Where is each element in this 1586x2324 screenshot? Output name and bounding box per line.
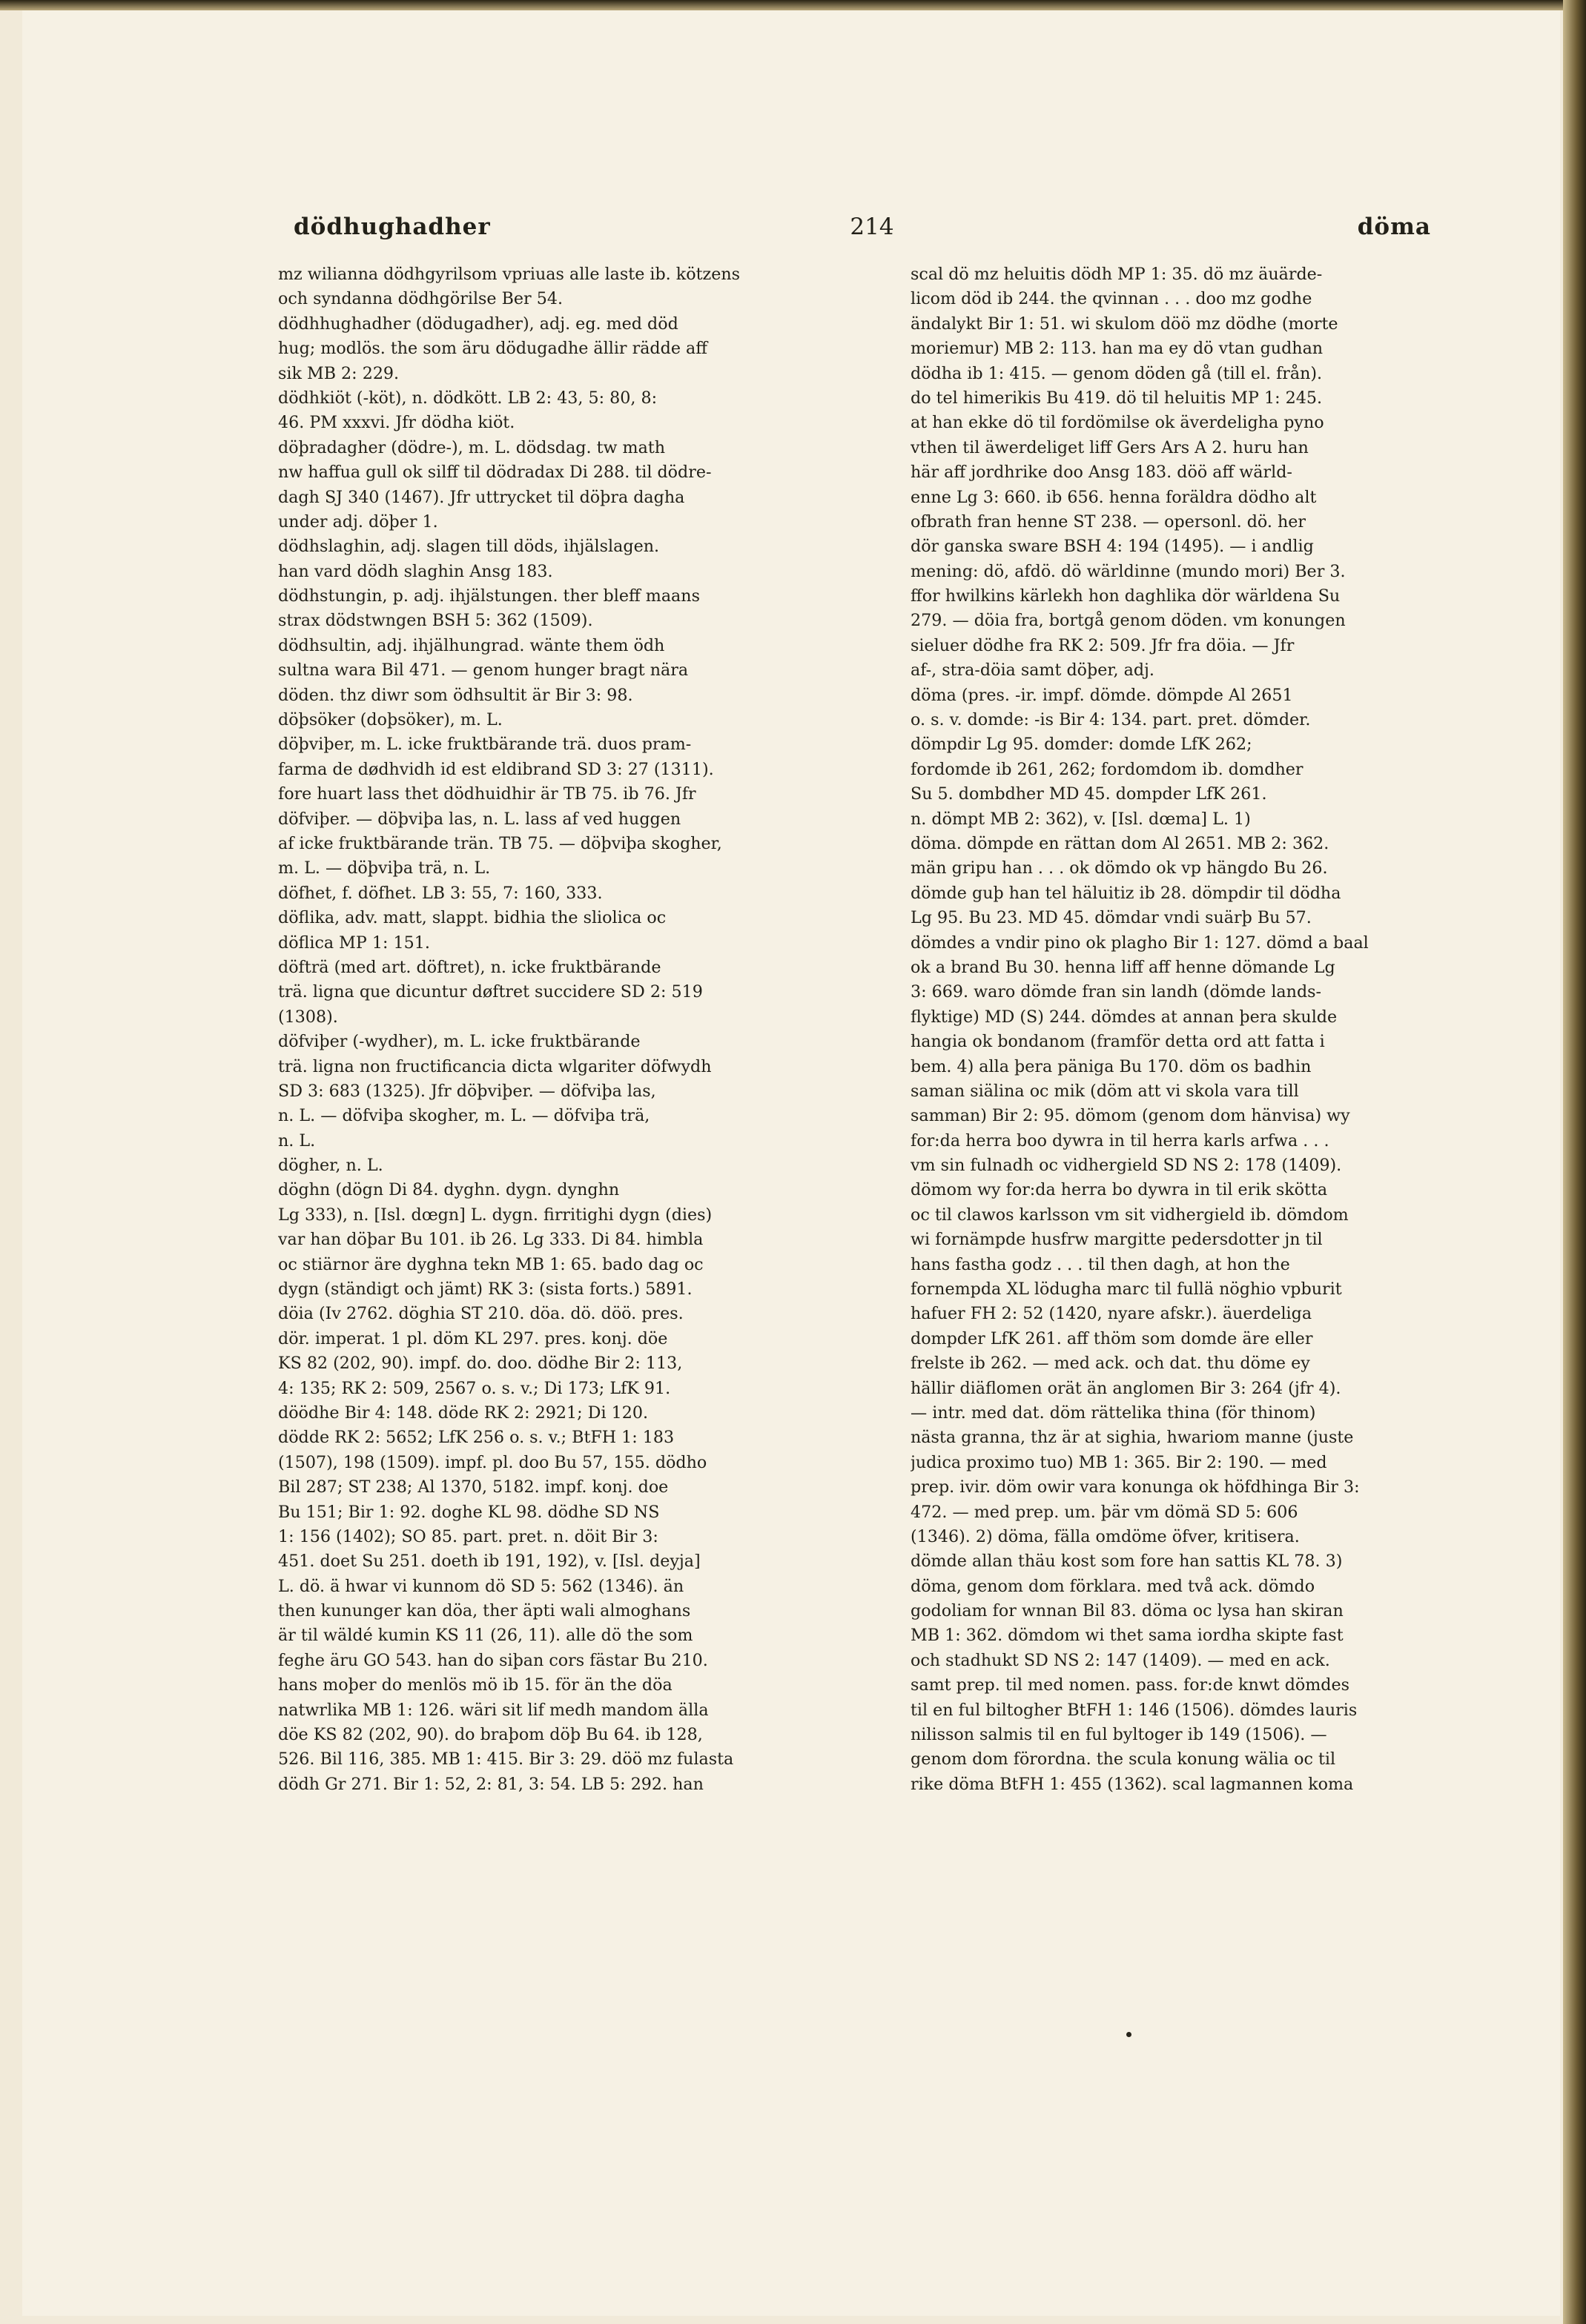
right-column-line: do tel himerikis Bu 419. dö til heluitis MP 1: 245. [911, 388, 1323, 408]
left-column-line: döghn (dögn Di 84. dyghn. dygn. dynghn [278, 1180, 620, 1200]
left-column-line: nw haffua gull ok silff til dödradax Di 288. til dödre- [278, 463, 712, 483]
right-column-line: dödha ib 1: 415. — genom döden gå (till el. från). [911, 363, 1323, 383]
left-column-line: under adj. döþer 1. [278, 512, 438, 532]
left-column-line: trä. ligna non fructificancia dicta wlgariter döfwydh [278, 1056, 712, 1076]
right-column-line: rike döma BtFH 1: 455 (1362). scal lagmannen koma [911, 1774, 1354, 1794]
right-column-line: döma, genom dom förklara. med två ack. dömdo [911, 1576, 1315, 1596]
left-column-line: dagh SJ 340 (1467). Jfr uttrycket til döþra dagha [278, 487, 685, 507]
right-column-line: scal dö mz heluitis dödh MP 1: 35. dö mz äuärde- [911, 265, 1323, 284]
left-column-line: 4: 135; RK 2: 509, 2567 o. s. v.; Di 173; LfK 91. [278, 1378, 671, 1398]
left-column-line: dögher, n. L. [278, 1156, 383, 1176]
right-column-line: wi fornämpde husfrw margitte pedersdotter jn til [911, 1230, 1323, 1250]
left-column-line: 46. PM xxxvi. Jfr dödha kiöt. [278, 413, 515, 433]
right-column-line: sieluer dödhe fra RK 2: 509. Jfr fra döia. — Jfr [911, 635, 1295, 655]
right-column-line: Su 5. dombdher MD 45. dompder LfK 261. [911, 784, 1267, 804]
left-column-line: Bil 287; ST 238; Al 1370, 5182. impf. konj. doe [278, 1477, 669, 1497]
right-column-line: nästa granna, thz är at sighia, hwariom manne (juste [911, 1428, 1354, 1448]
left-column-line: Bu 151; Bir 1: 92. doghe KL 98. dödhe SD NS [278, 1502, 660, 1522]
left-column-line: feghe äru GO 543. han do siþan cors fästar Bu 210. [278, 1650, 708, 1670]
left-column-line: döflika, adv. matt, slappt. bidhia the sliolica oc [278, 908, 667, 928]
left-column-line: oc stiärnor äre dyghna tekn MB 1: 65. bado dag oc [278, 1254, 704, 1274]
right-column-line: ändalykt Bir 1: 51. wi skulom döö mz dödhe (morte [911, 314, 1338, 334]
left-column-line: hug; modlös. the som äru dödugadhe ällir rädde aff [278, 339, 708, 359]
right-column-line: oc til clawos karlsson vm sit vidhergield ib. dömdom [911, 1205, 1349, 1225]
left-column-line: dygn (ständigt och jämt) RK 3: (sista forts.) 5891. [278, 1279, 693, 1300]
right-column-line: licom död ib 244. the qvinnan . . . doo mz godhe [911, 289, 1312, 309]
left-column-line: SD 3: 683 (1325). Jfr döþviþer. — döfviþa las, [278, 1081, 656, 1101]
right-column-line: nilisson salmis til en ful byltoger ib 149 (1506). — [911, 1725, 1327, 1745]
right-column-line: hangia ok bondanom (framför detta ord att fatta i [911, 1032, 1325, 1052]
left-column-line: 526. Bil 116, 385. MB 1: 415. Bir 3: 29. döö mz fulasta [278, 1749, 734, 1770]
left-column-line: sik MB 2: 229. [278, 363, 400, 383]
right-column-line: samt prep. til med nomen. pass. for:de knwt dömdes [911, 1675, 1350, 1695]
left-column-line: af icke fruktbärande trän. TB 75. — döþviþa skogher, [278, 833, 722, 853]
right-column-line: — intr. med dat. döm rättelika thina (för thinom) [911, 1403, 1316, 1423]
right-column-line: (1346). 2) döma, fälla omdöme öfver, kritisera. [911, 1526, 1300, 1546]
right-column-line: dömpdir Lg 95. domder: domde LfK 262; [911, 735, 1252, 755]
left-column-line: (1308). [278, 1007, 338, 1027]
right-column-line: ofbrath fran henne ST 238. — opersonl. dö. her [911, 512, 1306, 532]
right-column-line: fornempda XL lödugha marc til fullä nöghio vpburit [911, 1279, 1342, 1300]
left-column-line: döfträ (med art. döftret), n. icke fruktbärande [278, 957, 661, 977]
left-column-line: döþviþer, m. L. icke fruktbärande trä. duos pram- [278, 735, 692, 755]
right-column-line: genom dom förordna. the scula konung wälia oc til [911, 1749, 1336, 1770]
left-column-line: then kununger kan döa, ther äpti wali almoghans [278, 1601, 691, 1621]
right-column-line: hafuer FH 2: 52 (1420, nyare afskr.). äuerdeliga [911, 1304, 1312, 1324]
left-column-line: han vard dödh slaghin Ansg 183. [278, 561, 553, 581]
right-column-line: ok a brand Bu 30. henna liff aff henne dömande Lg [911, 957, 1335, 977]
left-column-line: dör. imperat. 1 pl. döm KL 297. pres. konj. döe [278, 1328, 668, 1348]
left-column-line: dödh Gr 271. Bir 1: 52, 2: 81, 3: 54. LB 5: 292. han [278, 1774, 704, 1794]
right-column-line: och stadhukt SD NS 2: 147 (1409). — med en ack. [911, 1650, 1330, 1670]
page-number: 214 [850, 213, 894, 240]
right-column-line: frelste ib 262. — med ack. och dat. thu döme ey [911, 1354, 1310, 1374]
left-column-line: Lg 333), n. [Isl. dœgn] L. dygn. firritighi dygn (dies) [278, 1205, 713, 1225]
right-column-line: MB 1: 362. dömdom wi thet sama iordha skipte fast [911, 1626, 1344, 1646]
left-column-line: döþradagher (dödre-), m. L. dödsdag. tw math [278, 437, 666, 457]
left-column-line: strax dödstwngen BSH 5: 362 (1509). [278, 611, 593, 631]
left-column-line: dödhsultin, adj. ihjälhungrad. wänte them ödh [278, 635, 665, 655]
right-column-line: hans fastha godz . . . til then dagh, at hon the [911, 1254, 1290, 1274]
right-column-line: moriemur) MB 2: 113. han ma ey dö vtan gudhan [911, 339, 1324, 359]
right-column-line: af-, stra-döia samt döþer, adj. [911, 661, 1154, 681]
left-column-line: döfviþer. — döþviþa las, n. L. lass af ved huggen [278, 809, 681, 829]
left-column-line: dödde RK 2: 5652; LfK 256 o. s. v.; BtFH 1: 183 [278, 1428, 675, 1448]
running-head-left: dödhughadher [294, 213, 491, 240]
left-column-line: 451. doet Su 251. doeth ib 191, 192), v. [Isl. deyja] [278, 1552, 701, 1572]
left-column-line: fore huart lass thet dödhuidhir är TB 75. ib 76. Jfr [278, 784, 696, 804]
right-column-line: flyktige) MD (S) 244. dömdes at annan þera skulde [911, 1007, 1338, 1027]
right-column-line: bem. 4) alla þera päniga Bu 170. döm os badhin [911, 1056, 1312, 1076]
right-column-line: 472. — med prep. um. þär vm dömä SD 5: 606 [911, 1502, 1298, 1522]
left-column-line: dödhhughadher (dödugadher), adj. eg. med död [278, 314, 678, 334]
right-column-line: döma (pres. -ir. impf. dömde. dömpde Al 2651 [911, 685, 1293, 705]
right-column-line: dömde allan thäu kost som fore han sattis KL 78. 3) [911, 1552, 1343, 1572]
left-column-line: trä. ligna que dicuntur døftret succidere SD 2: 519 [278, 982, 703, 1002]
left-column-line: mz wilianna dödhgyrilsom vpriuas alle laste ib. kötzens [278, 265, 741, 284]
right-column-line: til en ful biltogher BtFH 1: 146 (1506). dömdes lauris [911, 1700, 1358, 1720]
right-column-line: at han ekke dö til fordömilse ok äverdeligha pyno [911, 413, 1324, 433]
left-column-line: dödhstungin, p. adj. ihjälstungen. ther bleff maans [278, 586, 700, 606]
right-column-line: dömom wy for:da herra bo dywra in til erik skötta [911, 1180, 1328, 1200]
scan-right-edge [1563, 0, 1586, 2324]
left-column-line: (1507), 198 (1509). impf. pl. doo Bu 57, 155. dödho [278, 1452, 707, 1472]
left-column-line: natwrlika MB 1: 126. wäri sit lif medh mandom älla [278, 1700, 709, 1720]
left-column-line: och syndanna dödhgörilse Ber 54. [278, 289, 563, 309]
right-column-line: här aff jordhrike doo Ansg 183. döö aff wärld- [911, 463, 1292, 483]
right-column-line: dömdes a vndir pino ok plagho Bir 1: 127. dömd a baal [911, 933, 1369, 953]
left-column-line: döia (Iv 2762. döghia ST 210. döa. dö. döö. pres. [278, 1304, 684, 1324]
left-column-line: L. dö. ä hwar vi kunnom dö SD 5: 562 (1346). än [278, 1576, 684, 1596]
left-column-line: n. L. — döfviþa skogher, m. L. — döfviþa trä, [278, 1106, 650, 1126]
left-column-line: är til wäldé kumin KS 11 (26, 11). alle dö the som [278, 1626, 693, 1646]
left-column-line: döödhe Bir 4: 148. döde RK 2: 2921; Di 120. [278, 1403, 649, 1423]
left-column-line: döe KS 82 (202, 90). do braþom döþ Bu 64. ib 128, [278, 1725, 703, 1745]
right-column-line: o. s. v. domde: -is Bir 4: 134. part. pret. dömder. [911, 710, 1311, 730]
left-column-line: döfhet, f. döfhet. LB 3: 55, 7: 160, 333. [278, 883, 603, 903]
left-column-line: döden. thz diwr som ödhsultit är Bir 3: 98. [278, 685, 633, 705]
ink-dot [1126, 2032, 1131, 2037]
left-column-line: farma de dødhvidh id est eldibrand SD 3: 27 (1311). [278, 759, 714, 779]
right-column-line: enne Lg 3: 660. ib 656. henna foräldra dödho alt [911, 487, 1317, 507]
right-column-line: prep. ivir. döm owir vara konunga ok höfdhinga Bir 3: [911, 1477, 1360, 1497]
left-column-line: 1: 156 (1402); SO 85. part. pret. n. döit Bir 3: [278, 1526, 658, 1546]
right-column-line: dör ganska sware BSH 4: 194 (1495). — i andlig [911, 537, 1314, 557]
right-column-line: dompder LfK 261. aff thöm som domde äre eller [911, 1328, 1313, 1348]
left-column-line: döþsöker (doþsöker), m. L. [278, 710, 503, 730]
dictionary-page [22, 10, 1560, 2316]
left-column-line: sultna wara Bil 471. — genom hunger bragt nära [278, 661, 689, 681]
right-column-line: dömde guþ han tel häluitiz ib 28. dömpdir til dödha [911, 883, 1341, 903]
right-column-line: mening: dö, afdö. dö wärldinne (mundo mori) Ber 3. [911, 561, 1346, 581]
right-column-line: godoliam for wnnan Bil 83. döma oc lysa han skiran [911, 1601, 1344, 1621]
left-column-line: var han döþar Bu 101. ib 26. Lg 333. Di 84. himbla [278, 1230, 704, 1250]
right-column [911, 262, 1474, 1797]
left-column-line: dödhslaghin, adj. slagen till döds, ihjälslagen. [278, 537, 660, 557]
right-column-line: 279. — döia fra, bortgå genom döden. vm konungen [911, 611, 1346, 631]
left-column-line: döfviþer (-wydher), m. L. icke fruktbärande [278, 1032, 641, 1052]
right-column-line: for:da herra boo dywra in til herra karls arfwa . . . [911, 1130, 1329, 1151]
left-column-line: KS 82 (202, 90). impf. do. doo. dödhe Bir 2: 113, [278, 1354, 683, 1374]
right-column-line: vm sin fulnadh oc vidhergield SD NS 2: 178 (1409). [911, 1156, 1342, 1176]
left-column-line: dödhkiöt (-köt), n. dödkött. LB 2: 43, 5: 80, 8: [278, 388, 658, 408]
right-column-line: ffor hwilkins kärlekh hon daghlika dör wärldena Su [911, 586, 1341, 606]
right-column-line: Lg 95. Bu 23. MD 45. dömdar vndi suärþ Bu 57. [911, 908, 1312, 928]
left-column-line: m. L. — döþviþa trä, n. L. [278, 858, 491, 878]
right-column-line: n. dömpt MB 2: 362), v. [Isl. dœma] L. 1) [911, 809, 1251, 829]
right-column-line: döma. dömpde en rättan dom Al 2651. MB 2: 362. [911, 833, 1329, 853]
right-column-line: män gripu han . . . ok dömdo ok vp hängdo Bu 26. [911, 858, 1328, 878]
left-column [278, 262, 842, 1797]
left-column-line: n. L. [278, 1130, 316, 1151]
right-column-line: saman siälina oc mik (döm att vi skola vara till [911, 1081, 1299, 1101]
right-column-line: 3: 669. waro dömde fran sin landh (dömde lands- [911, 982, 1322, 1002]
left-column-line: hans moþer do menlös mö ib 15. för än the döa [278, 1675, 673, 1695]
right-column-line: hällir diäflomen orät än anglomen Bir 3: 264 (jfr 4). [911, 1378, 1341, 1398]
right-column-line: samman) Bir 2: 95. dömom (genom dom hänvisa) wy [911, 1106, 1350, 1126]
left-column-line: döflica MP 1: 151. [278, 933, 430, 953]
right-column-line: judica proximo tuo) MB 1: 365. Bir 2: 190. — med [911, 1452, 1327, 1472]
scan-top-edge [0, 0, 1586, 10]
right-column-line: fordomde ib 261, 262; fordomdom ib. domdher [911, 759, 1304, 779]
right-column-line: vthen til äwerdeliget liff Gers Ars A 2. huru han [911, 437, 1309, 457]
running-head-right: döma [1357, 213, 1431, 240]
